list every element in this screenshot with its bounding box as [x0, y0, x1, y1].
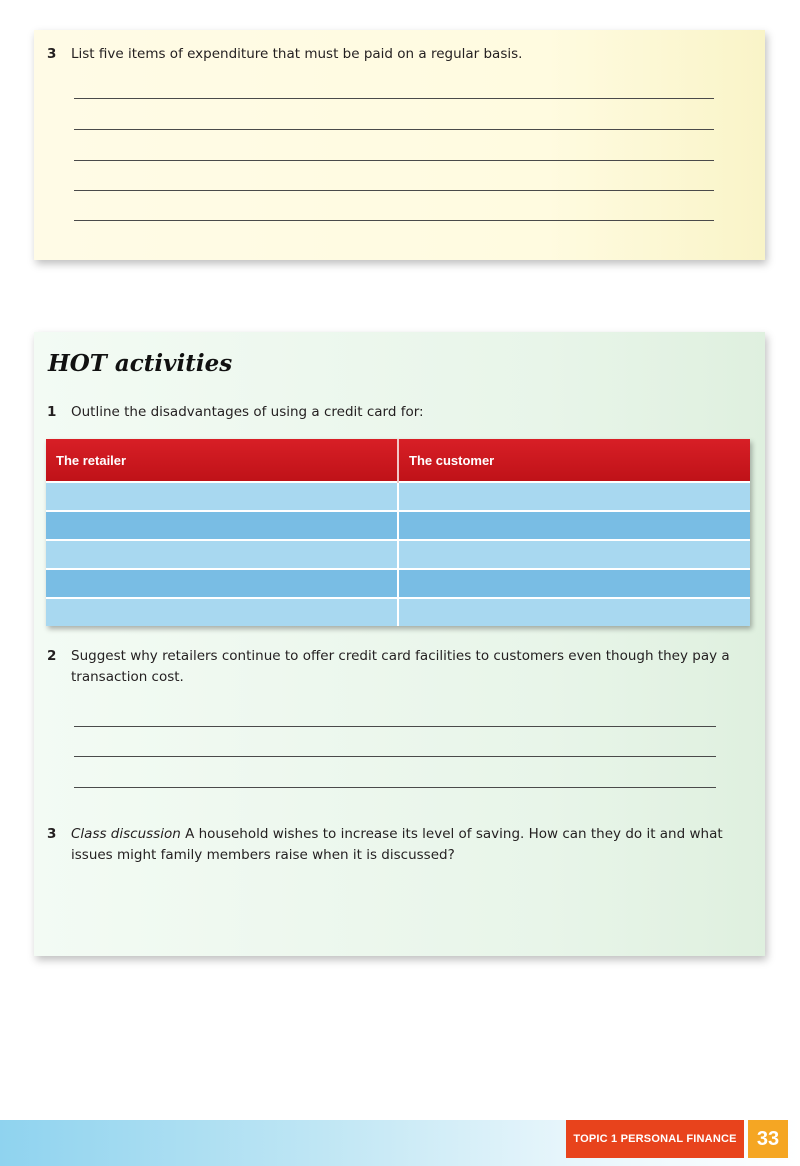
question-text: Outline the disadvantages of using a credit card for: — [71, 404, 424, 420]
question-number: 2 — [47, 648, 57, 664]
answer-line[interactable] — [74, 726, 716, 727]
table-cell[interactable] — [398, 598, 750, 626]
table-cell[interactable] — [46, 482, 398, 511]
table-cell[interactable] — [398, 482, 750, 511]
question-text: List five items of expenditure that must be paid on a regular basis. — [71, 46, 523, 62]
table-cell[interactable] — [46, 598, 398, 626]
question-3-class-discussion — [47, 824, 747, 866]
question-2-retailers — [47, 646, 747, 688]
answer-line[interactable] — [74, 98, 714, 99]
table-row — [46, 540, 750, 569]
question-text — [47, 824, 747, 866]
footer-topic-label: TOPIC 1 PERSONAL FINANCE — [566, 1120, 744, 1158]
answer-line[interactable] — [74, 220, 714, 221]
hot-activities-box — [34, 332, 765, 956]
table-cell[interactable] — [398, 569, 750, 598]
disadvantages-table — [46, 439, 750, 626]
question-1-credit-card — [47, 402, 747, 423]
page-number: 33 — [748, 1120, 788, 1158]
question-body: A household wishes to increase its level of saving. How can they do it and what issues might family members raise when it is discussed? — [71, 826, 723, 863]
table-row — [46, 598, 750, 626]
answer-line[interactable] — [74, 756, 716, 757]
question-number: 3 — [47, 826, 57, 842]
section-title: HOT activities — [48, 350, 233, 377]
answer-line[interactable] — [74, 190, 714, 191]
answer-line[interactable] — [74, 160, 714, 161]
table-row — [46, 482, 750, 511]
answer-line[interactable] — [74, 129, 714, 130]
table-row — [46, 511, 750, 540]
question-lead: Class discussion — [71, 826, 181, 842]
question-number: 3 — [47, 46, 57, 62]
question-box-expenditure — [34, 30, 765, 260]
table-cell[interactable] — [398, 511, 750, 540]
table-cell[interactable] — [46, 511, 398, 540]
question-number: 1 — [47, 404, 57, 420]
answer-line[interactable] — [74, 787, 716, 788]
column-header-customer: The customer — [398, 439, 750, 482]
question-3-expenditure — [47, 44, 747, 65]
table-cell[interactable] — [46, 540, 398, 569]
table-row — [46, 569, 750, 598]
question-text: Suggest why retailers continue to offer credit card facilities to customers even though they pay a transaction cost. — [71, 648, 730, 685]
table-cell[interactable] — [398, 540, 750, 569]
table-cell[interactable] — [46, 569, 398, 598]
column-header-retailer: The retailer — [46, 439, 398, 482]
